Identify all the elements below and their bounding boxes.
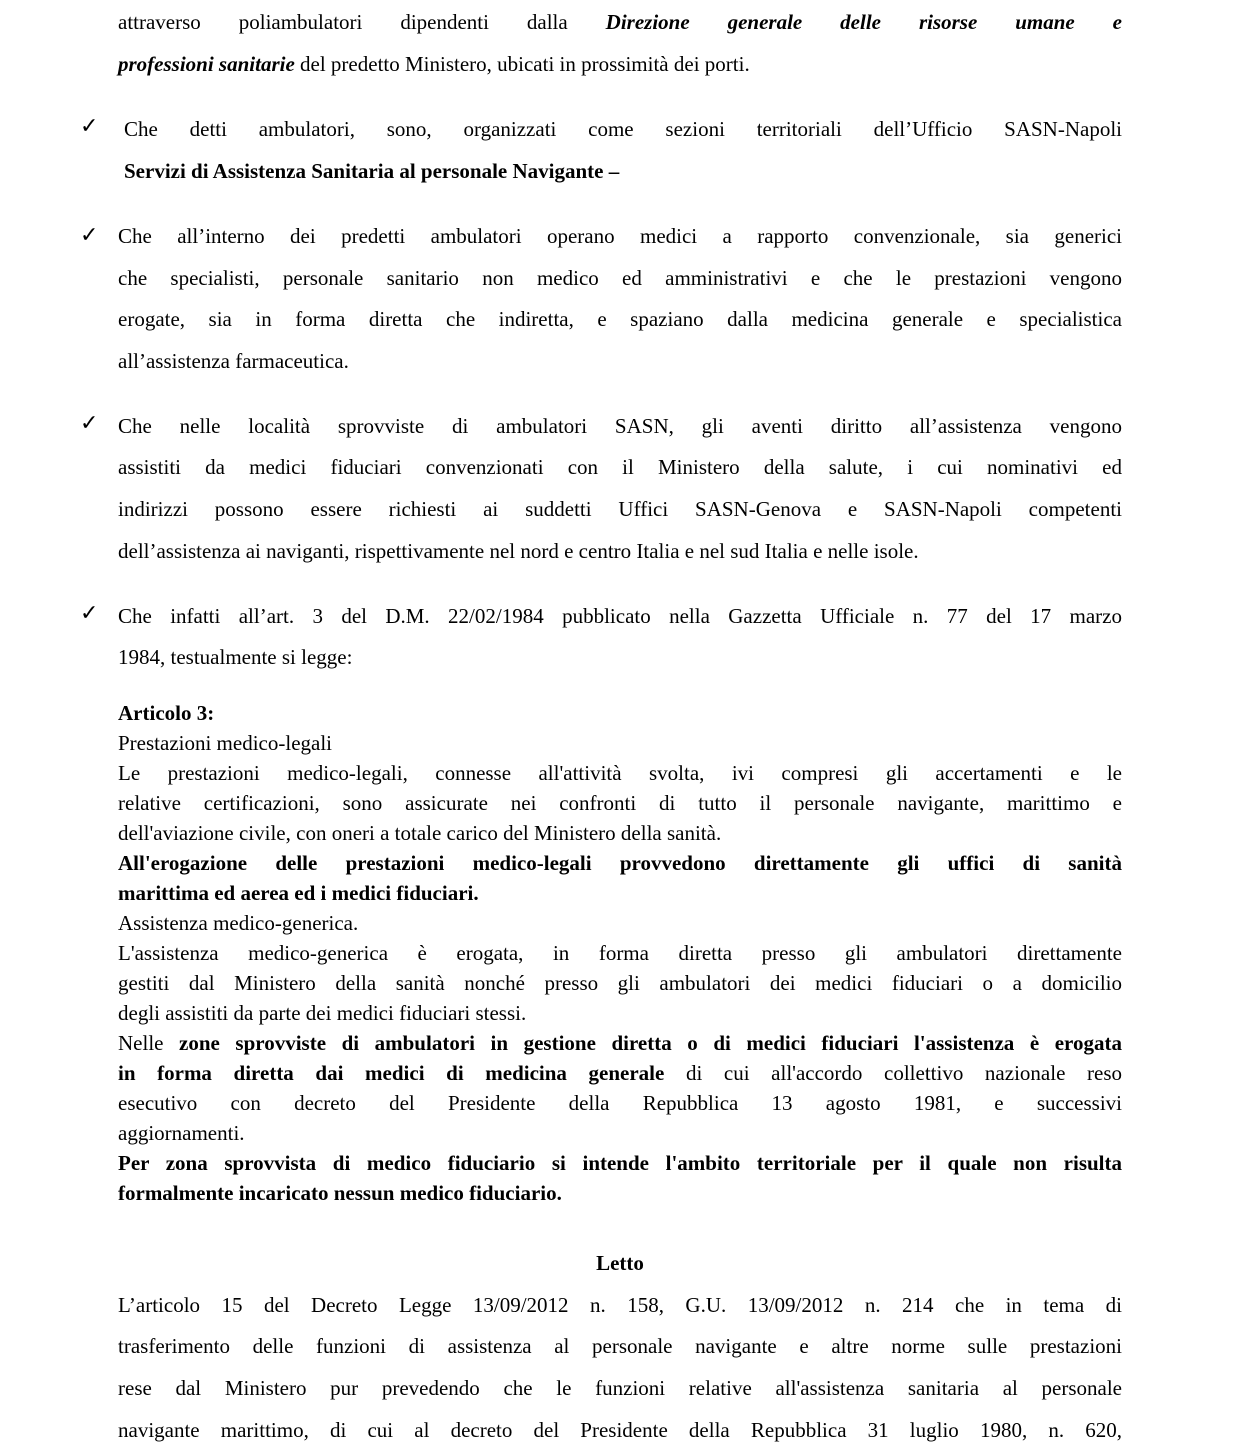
letto-line-3: rese dal Ministero pur prevedendo che le funzioni relative all'assistenza sanitaria al personale: [118, 1376, 1122, 1400]
bullet-2-line-2: che specialisti, personale sanitario non medico ed amministrativi e che le prestazioni vengono: [118, 266, 1122, 290]
intro-line-2: [118, 52, 1122, 77]
article-p5-line-1: [118, 1031, 1122, 1056]
bullet-4-line-1: Che infatti all’art. 3 del D.M. 22/02/1984 pubblicato nella Gazzetta Ufficiale n. 77 del 17 marzo: [118, 604, 1122, 628]
article-bold-text: in forma diretta dai medici di medicina generale: [118, 1061, 665, 1085]
intro-emphasis: Direzione generale delle risorse umane e: [605, 10, 1122, 34]
checkmark-icon: ✓: [80, 411, 99, 436]
article-p4-line-2: gestiti dal Ministero della sanità nonché presso gli ambulatori dei medici fiduciari o a domicilio: [118, 971, 1122, 995]
bullet-3-line-2: assistiti da medici fiduciari convenzionati con il Ministero della salute, i cui nominativi ed: [118, 455, 1122, 479]
intro-text: del predetto Ministero, ubicati in prossimità dei porti.: [294, 52, 750, 76]
letto-line-4: navigante marittimo, di cui al decreto del Presidente della Repubblica 31 luglio 1980, n. 620,: [118, 1418, 1122, 1442]
checkmark-icon: ✓: [80, 223, 99, 248]
bullet-1-line-2: Servizi di Assistenza Sanitaria al personale Navigante –: [124, 159, 620, 183]
intro-line-1: [118, 10, 1122, 35]
letto-line-2: trasferimento delle funzioni di assistenza al personale navigante e altre norme sulle prestazioni: [118, 1334, 1122, 1358]
article-p1-line-1: Le prestazioni medico-legali, connesse all'attività svolta, ivi compresi gli accertamenti e le: [118, 761, 1122, 785]
article-p4-line-1: L'assistenza medico-generica è erogata, in forma diretta presso gli ambulatori direttamente: [118, 941, 1122, 965]
article-subheading: Prestazioni medico-legali: [118, 731, 333, 755]
checkmark-icon: ✓: [80, 114, 99, 139]
article-p3: Assistenza medico-generica.: [118, 911, 359, 935]
bullet-2-line-3: erogate, sia in forma diretta che indiretta, e spaziano dalla medicina generale e specialistica: [118, 307, 1122, 331]
article-p1-line-3: dell'aviazione civile, con oneri a totale carico del Ministero della sanità.: [118, 821, 722, 845]
article-text: Nelle: [118, 1031, 180, 1055]
letto-heading: Letto: [596, 1251, 644, 1275]
article-bold-text: zone sprovviste di ambulatori in gestione diretta o di medici fiduciari l'assistenza è erogata: [179, 1031, 1122, 1055]
bullet-3-line-1: Che nelle località sprovviste di ambulatori SASN, gli aventi diritto all’assistenza vengono: [118, 414, 1122, 438]
bullet-2-line-1: Che all’interno dei predetti ambulatori operano medici a rapporto convenzionale, sia generici: [118, 224, 1122, 248]
checkmark-icon: ✓: [80, 601, 99, 626]
article-p6-line-2: formalmente incaricato nessun medico fiduciario.: [118, 1181, 562, 1205]
article-p5-line-4: aggiornamenti.: [118, 1121, 245, 1145]
article-p5-line-2: [118, 1061, 1122, 1086]
article-p1-line-2: relative certificazioni, sono assicurate nei confronti di tutto il personale navigante, marittimo e: [118, 791, 1122, 815]
bullet-3-line-4: dell’assistenza ai naviganti, rispettivamente nel nord e centro Italia e nel sud Italia e nelle isole.: [118, 539, 919, 563]
article-p5-line-3: esecutivo con decreto del Presidente della Repubblica 13 agosto 1981, e successivi: [118, 1091, 1122, 1115]
article-p6-line-1: Per zona sprovvista di medico fiduciario si intende l'ambito territoriale per il quale non risulta: [118, 1151, 1122, 1175]
bullet-3-line-3: indirizzi possono essere richiesti ai suddetti Uffici SASN-Genova e SASN-Napoli competenti: [118, 497, 1122, 521]
article-p2-line-2: marittima ed aerea ed i medici fiduciari.: [118, 881, 479, 905]
bullet-2-line-4: all’assistenza farmaceutica.: [118, 349, 349, 373]
letto-line-1: L’articolo 15 del Decreto Legge 13/09/2012 n. 158, G.U. 13/09/2012 n. 214 che in tema di: [118, 1293, 1122, 1317]
article-heading: Articolo 3:: [118, 701, 215, 725]
article-p4-line-3: degli assistiti da parte dei medici fiduciari stessi.: [118, 1001, 527, 1025]
intro-emphasis: professioni sanitarie: [118, 52, 295, 76]
article-text: di cui all'accordo collettivo nazionale reso: [664, 1061, 1122, 1085]
intro-text: attraverso poliambulatori dipendenti dalla: [118, 10, 606, 34]
bullet-1-line-1: Che detti ambulatori, sono, organizzati come sezioni territoriali dell’Ufficio SASN-Napoli: [124, 117, 1122, 141]
bullet-4-line-2: 1984, testualmente si legge:: [118, 645, 353, 669]
article-p2-line-1: All'erogazione delle prestazioni medico-legali provvedono direttamente gli uffici di sanità: [118, 851, 1122, 875]
